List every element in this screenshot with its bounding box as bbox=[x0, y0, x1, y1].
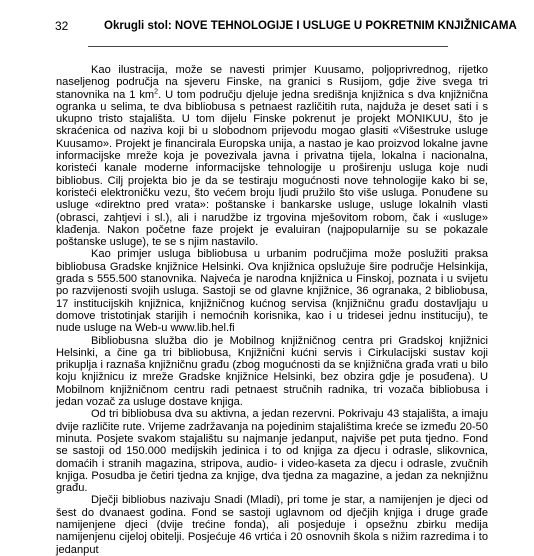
paragraph-2: Kao primjer usluga bibliobusa u urbanim područjima može poslužiti praksa bibliobusa Gradske knjižnice Helsinki. Ova knjižnica opslužuje šire područje Helsinkija, grada s 555.500 stanovnika. Najveća je narodna knjižnica u Finskoj, poznata i u svijetu po razvijenosti svojih usluga. Sastoji se od glavne knjižnice, 36 ogranaka, 2 bibliobusa, 17 institucijskih knjižnica, knjižničnog kućnog servisa (knjižničnu građu dostavljaju u domove tristotinjak starijih i nemoćnih korisnika, kao i u tridesei jednu instituciju), te nude usluge na Web-u www.lib.hel.fi bbox=[56, 248, 488, 335]
paragraph-1-text: Kao ilustracija, može se navesti primjer Kuusamo, poljoprivrednog, rijetko naseljenog područja na sjeveru Finske, na granici s Rusijom, gdje žive svega tri stanovnika na 1 km bbox=[56, 64, 488, 101]
paragraph-4: Od tri bibliobusa dva su aktivna, a jedan rezervni. Pokrivaju 43 stajališta, a imaju dvije različite rute. Vrijeme zadržavanja na pojedinim stajalištima kreće se između 20-50 minuta. Posjete svakom stajalištu su najmanje jedanput, najviše pet puta tjedno. Fond se sastoji od 150.000 medijskih jedinica i to od knjiga za djecu i odrasle, slikovnica, domaćih i stranih magazina, stripova, audio- i video-kaseta za djecu i odrasle, zvučnih knjiga. Posudba je četiri tjedna za knjige, dva tjedna za magazine, a jedan za neknjižnu građu. bbox=[56, 408, 488, 495]
page-number: 32 bbox=[55, 19, 69, 33]
paragraph-5: Dječji bibliobus nazivaju Snadi (Mladi), pri tome je star, a namijenjen je djeci od šest do dvanaest godina. Fond se sastoji uglavnom od dječjih knjiga i druge građe namijenjene djeci (dvije trećine fonda), ali posjeduje i opsežnu zbirku medija namijenjenu cijeloj obitelji. Posjećuje 46 vrtića i 20 osnovnih škola s nižim razredima i to jedanput bbox=[56, 494, 488, 556]
paragraph-3: Bibliobusna služba dio je Mobilnog knjižničnog centra pri Gradskoj knjižnici Helsinki, a čine ga tri bibliobusa, Knjižnični kućni servis i Cirkulacijski sustav koji prikuplja i raznaša knjižničnu građu (zbog mogućnosti da se knjižnična građa vrati u bilo koju knjižnicu iz mreže Gradske knjižnice Helsinki, bez obzira gdje je posuđena). U Mobilnom knjižničnom centru radi petnaest stručnih radnika, tri vozača bibliobusa i jedan vozač za usluge dostave knjiga. bbox=[56, 334, 488, 409]
superscript-2: 2 bbox=[154, 87, 159, 95]
running-title: Okrugli stol: NOVE TEHNOLOGIJE I USLUGE U POKRETNIM KNJIŽNICAMA bbox=[104, 20, 517, 32]
paragraph-1 bbox=[56, 64, 488, 248]
header-rule bbox=[88, 46, 448, 47]
paragraph-1-text-continued: . U tom području djeluje jedna središnja knjižnica s dva knjižnična ogranka u selima, te dva bibliobusa s petnaest različitih ruta, najduža je deset sati i s ukupno tristo stajališta. U tom dijelu Finske pokrenut je projekt MONIKUU, što je skraćenica od naziva koji bi u slobodnom prijevodu mogao glasiti «Višestruke usluge Kuusamo». Projekt je financirala Europska unija, a nastao je kao proizvod lokalne javne informacijske mreže koja je povezivala javna i privatna tijela, lokalna i nacionalna, koristeći kanale moderne informacijske tehnologije u proširenju usluga koje nudi bibliobus. Cilj projekta bio je da se testiraju mogućnosti nove tehnologije kako bi se, koristeći elektroničku vezu, što većem broju ljudi pružilo što više usluga. Ponuđene su usluge «direktno pred vrata»: poštanske i bankarske usluge, usluge lokalnih vlasti (obrasci, zahtjevi i sl.), ali i narudžbe iz trgovina mješovitom robom, čak i «usluge» klađenja. Nakon početne faze projekt je evaluiran (najpopularnije su se pokazale poštanske usluge), te se s njim nastavilo. bbox=[56, 88, 488, 249]
body-text bbox=[56, 64, 488, 556]
